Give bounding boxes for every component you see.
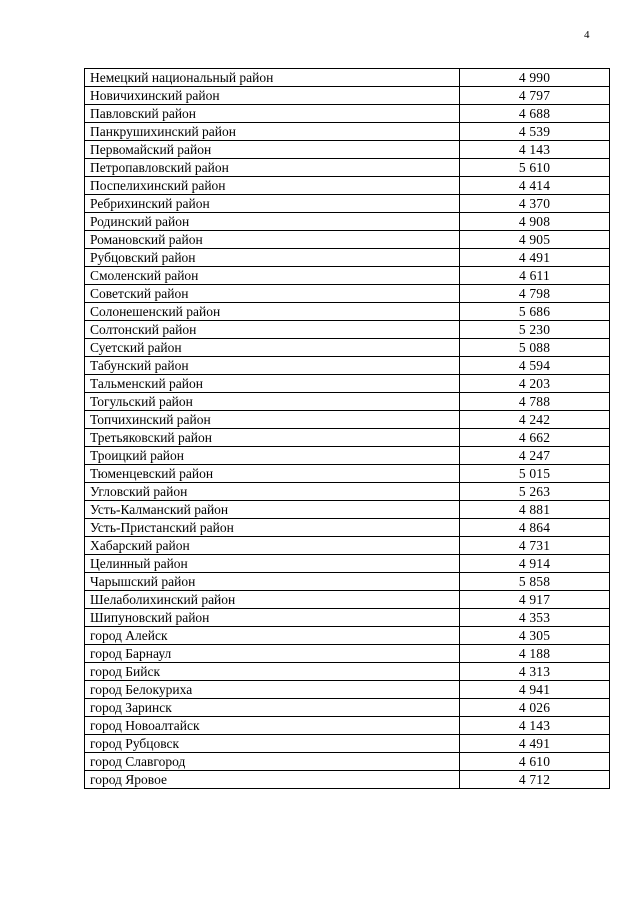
district-name-cell: Солонешенский район [85,303,460,321]
table-row [85,285,610,303]
page-number: 4 [584,29,590,41]
district-name-cell: город Новоалтайск [85,717,460,735]
district-name-cell: Смоленский район [85,267,460,285]
district-value-cell: 4 313 [460,663,610,681]
district-value-cell: 4 594 [460,357,610,375]
district-name-cell: Петропавловский район [85,159,460,177]
district-value-cell: 4 026 [460,699,610,717]
table-row [85,321,610,339]
table-row [85,501,610,519]
table-row [85,393,610,411]
district-name-cell: Тальменский район [85,375,460,393]
district-name-cell: город Яровое [85,771,460,789]
district-name-cell: город Заринск [85,699,460,717]
table-row [85,375,610,393]
district-value-cell: 4 491 [460,735,610,753]
district-value-cell: 4 688 [460,105,610,123]
district-name-cell: Троицкий район [85,447,460,465]
district-name-cell: Шипуновский район [85,609,460,627]
district-value-cell: 4 203 [460,375,610,393]
district-name-cell: Суетский район [85,339,460,357]
district-name-cell: город Славгород [85,753,460,771]
district-value-cell: 4 188 [460,645,610,663]
district-name-cell: Угловский район [85,483,460,501]
district-name-cell: Чарышский район [85,573,460,591]
district-name-cell: город Белокуриха [85,681,460,699]
district-name-cell: Тюменцевский район [85,465,460,483]
district-name-cell: Поспелихинский район [85,177,460,195]
districts-table-body [85,69,610,789]
district-value-cell: 4 414 [460,177,610,195]
district-name-cell: город Рубцовск [85,735,460,753]
district-value-cell: 5 230 [460,321,610,339]
table-row [85,69,610,87]
district-name-cell: Романовский район [85,231,460,249]
table-row [85,339,610,357]
table-row [85,447,610,465]
district-value-cell: 5 686 [460,303,610,321]
district-value-cell: 5 610 [460,159,610,177]
table-row [85,681,610,699]
district-value-cell: 5 263 [460,483,610,501]
table-row [85,645,610,663]
district-value-cell: 4 917 [460,591,610,609]
table-row [85,663,610,681]
district-value-cell: 4 788 [460,393,610,411]
district-value-cell: 4 941 [460,681,610,699]
district-name-cell: Родинский район [85,213,460,231]
district-value-cell: 4 539 [460,123,610,141]
district-name-cell: Усть-Пристанский район [85,519,460,537]
district-value-cell: 4 797 [460,87,610,105]
district-name-cell: Хабарский район [85,537,460,555]
districts-table [84,68,610,789]
district-value-cell: 4 143 [460,717,610,735]
district-name-cell: Ребрихинский район [85,195,460,213]
district-name-cell: Топчихинский район [85,411,460,429]
district-name-cell: Немецкий национальный район [85,69,460,87]
district-value-cell: 5 858 [460,573,610,591]
district-name-cell: Усть-Калманский район [85,501,460,519]
table-row [85,735,610,753]
table-row [85,591,610,609]
table-row [85,195,610,213]
district-value-cell: 4 305 [460,627,610,645]
table-row [85,303,610,321]
district-value-cell: 4 731 [460,537,610,555]
table-row [85,411,610,429]
district-name-cell: Третьяковский район [85,429,460,447]
district-value-cell: 4 905 [460,231,610,249]
district-name-cell: Солтонский район [85,321,460,339]
table-row [85,609,610,627]
district-value-cell: 4 662 [460,429,610,447]
district-name-cell: Целинный район [85,555,460,573]
table-row [85,141,610,159]
district-name-cell: город Алейск [85,627,460,645]
district-value-cell: 4 370 [460,195,610,213]
district-value-cell: 4 990 [460,69,610,87]
district-value-cell: 4 242 [460,411,610,429]
district-name-cell: Первомайский район [85,141,460,159]
district-value-cell: 4 712 [460,771,610,789]
district-name-cell: Новичихинский район [85,87,460,105]
district-value-cell: 4 143 [460,141,610,159]
district-value-cell: 5 015 [460,465,610,483]
table-row [85,627,610,645]
table-row [85,267,610,285]
table-row [85,213,610,231]
district-name-cell: город Барнаул [85,645,460,663]
table-row [85,249,610,267]
table-row [85,555,610,573]
table-row [85,753,610,771]
district-value-cell: 4 798 [460,285,610,303]
table-row [85,699,610,717]
table-row [85,483,610,501]
district-value-cell: 4 610 [460,753,610,771]
table-row [85,717,610,735]
table-row [85,177,610,195]
table-row [85,357,610,375]
district-name-cell: Рубцовский район [85,249,460,267]
district-value-cell: 4 908 [460,213,610,231]
district-name-cell: Табунский район [85,357,460,375]
district-name-cell: Советский район [85,285,460,303]
district-name-cell: Павловский район [85,105,460,123]
district-name-cell: Панкрушихинский район [85,123,460,141]
table-row [85,159,610,177]
table-row [85,105,610,123]
district-name-cell: город Бийск [85,663,460,681]
table-row [85,465,610,483]
district-value-cell: 4 247 [460,447,610,465]
district-name-cell: Тогульский район [85,393,460,411]
district-value-cell: 5 088 [460,339,610,357]
district-value-cell: 4 491 [460,249,610,267]
table-row [85,231,610,249]
table-row [85,771,610,789]
table-row [85,519,610,537]
table-row [85,123,610,141]
table-row [85,429,610,447]
district-name-cell: Шелаболихинский район [85,591,460,609]
district-value-cell: 4 864 [460,519,610,537]
table-row [85,87,610,105]
district-value-cell: 4 611 [460,267,610,285]
table-row [85,573,610,591]
table-row [85,537,610,555]
district-value-cell: 4 353 [460,609,610,627]
district-value-cell: 4 914 [460,555,610,573]
district-value-cell: 4 881 [460,501,610,519]
